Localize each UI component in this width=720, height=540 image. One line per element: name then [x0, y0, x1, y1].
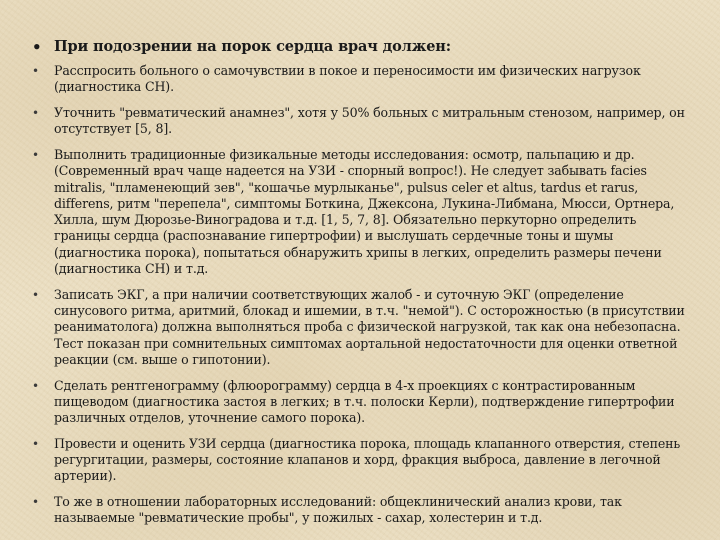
- bullet-icon: •: [32, 105, 39, 120]
- list-item-text: Записать ЭКГ, а при наличии соответствующих жалоб - и суточную ЭКГ (определение синусового ритма, аритмий, блокад и ишемии, в т.ч. "немой"). С осторожностью (в присутствии реаниматолога) должна выполняться проба с физической нагрузкой, так как она небезопасна. Тест показан при сомнительных симптомах аортальной недостаточности для оценки ответной реакции (см. выше о гипотонии).: [54, 286, 685, 367]
- list-item-text: То же в отношении лабораторных исследований: общеклинический анализ крови, так называемые "ревматические пробы", у пожилых - сахар, холестерин и т.д.: [54, 494, 622, 526]
- bullet-list: [34, 38, 694, 536]
- slide-heading: При подозрении на порок сердца врач должен:: [54, 38, 451, 55]
- bullet-icon: •: [32, 287, 39, 302]
- list-item: [34, 147, 694, 277]
- bullet-icon: •: [32, 64, 39, 78]
- list-item: [34, 105, 694, 138]
- list-item: [34, 494, 694, 527]
- bullet-icon: •: [32, 147, 39, 162]
- bullet-icon: •: [32, 378, 39, 393]
- bullet-icon: •: [32, 38, 42, 56]
- list-item-text: Уточнить "ревматический анамнез", хотя у 50% больных с митральным стенозом, например, он отсутствует [5, 8].: [54, 104, 685, 137]
- bullet-icon: •: [32, 436, 39, 451]
- list-item-text: Выполнить традиционные физикальные методы исследования: осмотр, пальпацию и др. (Современный врач чаще надеется на УЗИ - спорный вопрос!). Не следует забывать facies mitralis, "пламенеющий зев", "кошачье мурлыканье", pulsus celer et altus, tardus et rarus, differens, ритм "перепела", симптомы Боткина, Джексона, Лукина-Либмана, Мюсси, Ортнера, Хилла, шум Дюрозье-Виноградова и т.д. [1, 5, 7, 8]. Обязательно перкуторно определить границы сердца (распознавание гипертрофии) и выслушать сердечные тоны и шумы (диагностика порока), попытаться обнаружить хрипы в легких, определить размеры печени (диагностика СН) и т.д.: [54, 146, 675, 277]
- bullet-icon: •: [32, 495, 39, 510]
- list-item: [34, 436, 694, 485]
- list-item-text: Провести и оценить УЗИ сердца (диагностика порока, площадь клапанного отверстия, степень регургитации, размеры, состояние клапанов и хорд, фракция выброса, давление в легочной артерии).: [54, 435, 681, 484]
- list-item: [34, 378, 694, 427]
- list-item: [34, 63, 694, 96]
- list-item-text: Расспросить больного о самочувствии в покое и переносимости им физических нагрузок (диагностика СН).: [54, 63, 641, 95]
- list-item: [34, 287, 694, 368]
- heading-item: [34, 38, 694, 56]
- list-item-text: Сделать рентгенограмму (флюорограмму) сердца в 4-х проекциях с контрастированным пищеводом (диагностика застоя в легких; в т.ч. полоски Керли), подтверждение гипертрофии различных отделов, уточнение самого порока).: [54, 377, 675, 426]
